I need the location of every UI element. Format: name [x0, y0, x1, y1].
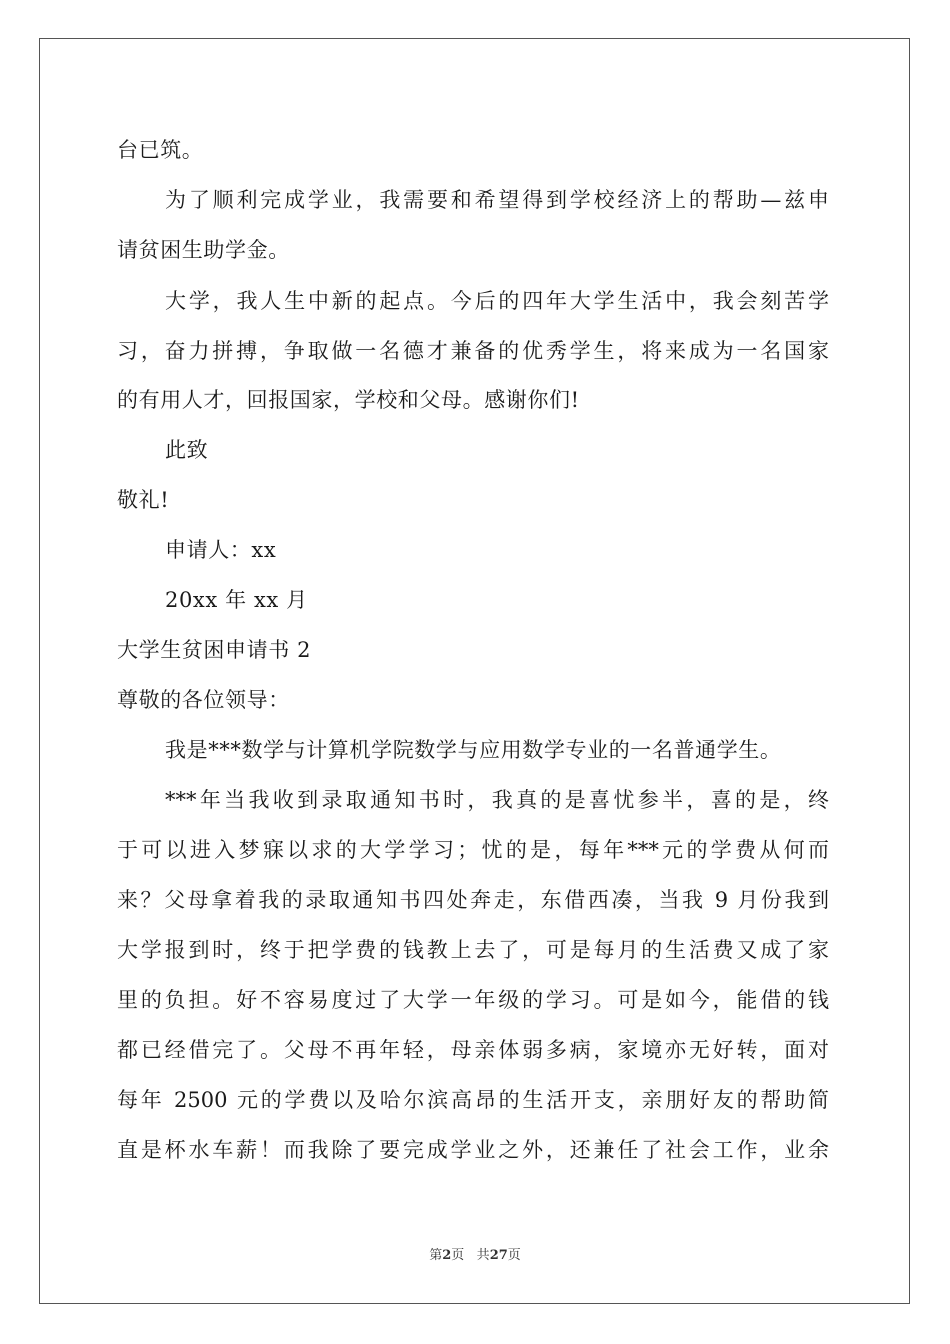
text-line: 每年 2500 元的学费以及哈尔滨高昂的生活开支，亲朋好友的帮助简 — [117, 1088, 829, 1112]
page-footer — [0, 1247, 950, 1265]
text-line: 里的负担。好不容易度过了大学一年级的学习。可是如今，能借的钱 — [117, 988, 829, 1012]
text-line: 请贫困生助学金。 — [117, 238, 290, 262]
text-line: 的有用人才，回报国家，学校和父母。感谢你们! — [117, 388, 580, 412]
text-line: 来？父母拿着我的录取通知书四处奔走，东借西凑，当我 9 月份我到 — [117, 888, 829, 912]
greeting: 尊敬的各位领导： — [117, 688, 290, 712]
total-suffix: 页 — [507, 1248, 521, 1263]
text-line: 都已经借完了。父母不再年轻，母亲体弱多病，家境亦无好转，面对 — [117, 1038, 829, 1062]
text-line: ***年当我收到录取通知书时，我真的是喜忧参半，喜的是，终 — [165, 788, 829, 812]
page-prefix: 第 — [429, 1248, 443, 1263]
text-line: 直是杯水车薪！而我除了要完成学业之外，还兼任了社会工作，业余 — [117, 1138, 829, 1162]
total-pages: 27 — [489, 1248, 508, 1263]
total-prefix: 共 — [476, 1248, 490, 1263]
applicant-line: 申请人：xx — [165, 538, 277, 562]
text-line: 习，奋力拼搏，争取做一名德才兼备的优秀学生，将来成为一名国家 — [117, 339, 829, 363]
text-line: 台已筑。 — [117, 138, 204, 162]
section-title: 大学生贫困申请书 2 — [117, 638, 312, 662]
text-line: 为了顺利完成学业，我需要和希望得到学校经济上的帮助—兹申 — [165, 188, 829, 212]
closing-phrase: 此致 — [165, 438, 209, 462]
page-suffix: 页 — [451, 1248, 465, 1263]
date-line: 20xx 年 xx 月 — [165, 588, 308, 612]
salutation: 敬礼! — [117, 488, 170, 512]
text-line: 于可以进入梦寐以求的大学学习；忧的是，每年***元的学费从何而 — [117, 838, 829, 862]
page-number: 2 — [442, 1248, 452, 1263]
text-line: 大学，我人生中新的起点。今后的四年大学生活中，我会刻苦学 — [165, 289, 829, 313]
text-line: 大学报到时，终于把学费的钱教上去了，可是每月的生活费又成了家 — [117, 938, 829, 962]
text-line: 我是***数学与计算机学院数学与应用数学专业的一名普通学生。 — [165, 738, 782, 762]
